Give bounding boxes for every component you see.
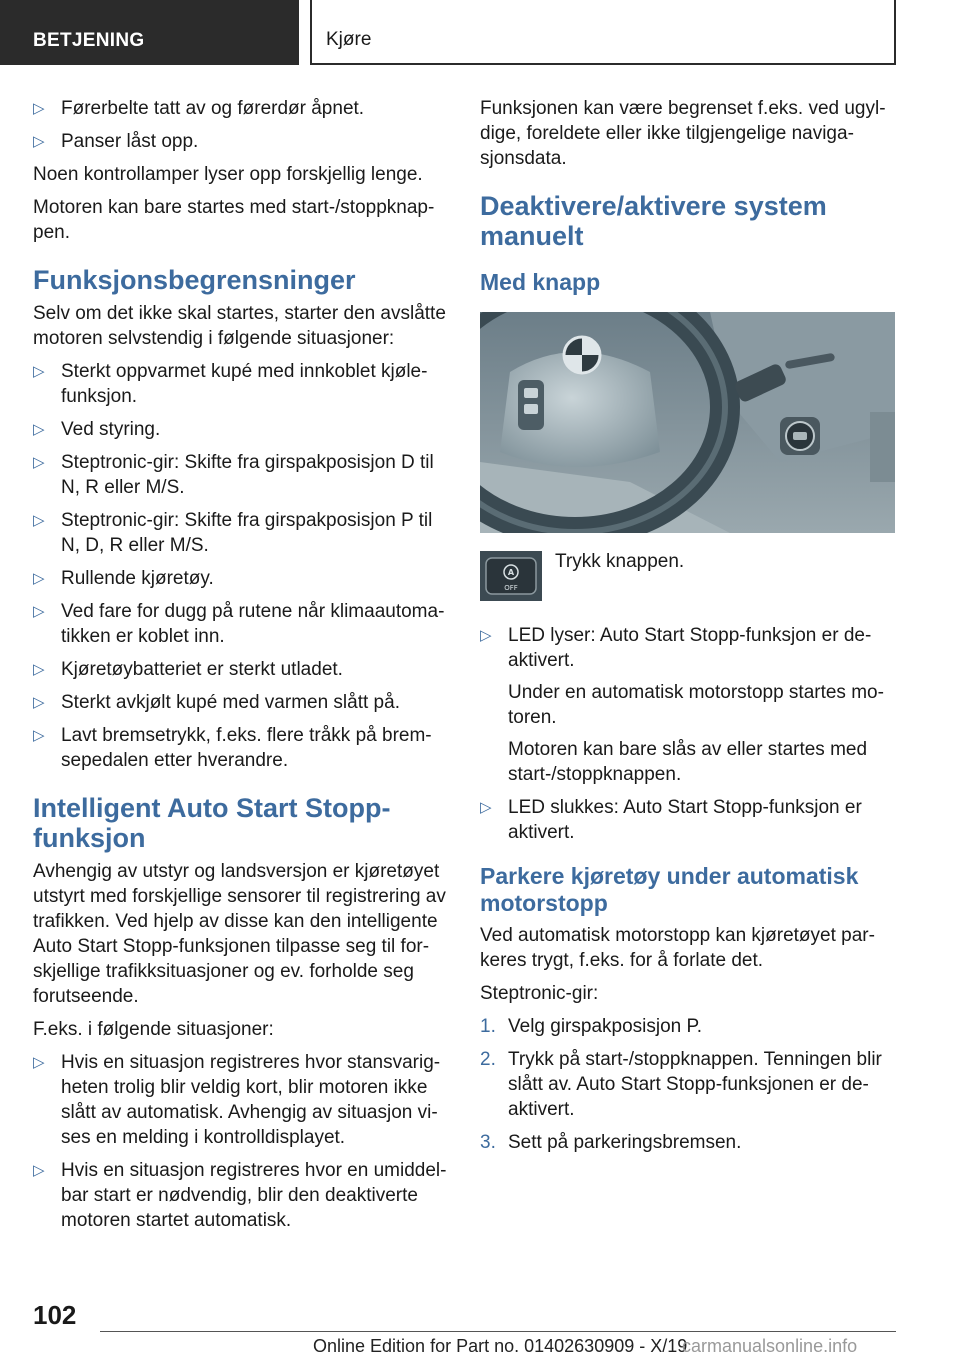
paragraph: Noen kontrollamper lyser opp forskjellig lenge. [33, 164, 423, 185]
auto-start-stop-button-row [480, 551, 895, 607]
heading-intelligent-auto-start-stop: Intelligent Auto Start Stopp-funksjon [33, 793, 391, 853]
heading-function-limits: Funksjonsbegrensninger [33, 265, 356, 295]
triangle-bullet-icon: ▷ [33, 133, 45, 150]
section-tab [0, 0, 299, 65]
list-item: ▷ Ved fare for dugg på rutene når klimaautoma-tikken er koblet inn. [33, 601, 445, 647]
list-item: ▷ Sterkt avkjølt kupé med varmen slått på. [33, 692, 400, 713]
list-item: ▷ Lavt bremsetrykk, f.eks. flere tråkk på brem-sepedalen etter hverandre. [33, 725, 432, 771]
auto-start-stop-off-button-icon[interactable] [480, 551, 542, 601]
list-item: ▷ Ved styring. [33, 419, 161, 440]
section-title: BETJENING [33, 30, 145, 51]
status-list [33, 96, 448, 154]
chapter-box [310, 0, 896, 65]
paragraph: F.eks. i følgende situasjoner: [33, 1019, 274, 1040]
triangle-bullet-icon: ▷ [33, 454, 45, 471]
triangle-bullet-icon: ▷ [33, 512, 45, 529]
intelligent-situations-list [33, 1050, 448, 1233]
right-column [480, 96, 895, 1163]
heading-park-vehicle: Parkere kjøretøy under automatisk motorstopp [480, 863, 859, 916]
list-item: ▷ LED lyser: Auto Start Stopp-funksjon er de-aktivert. Under en automatisk motorstopp startes mo-toren. Motoren kan bare slås av eller startes med start-/stoppknappen. [480, 623, 895, 787]
parking-steps-list [480, 1014, 895, 1155]
list-item: ▷ Hvis en situasjon registreres hvor en umiddel-bar start er nødvendig, blir den deaktiverte motoren startet automatisk. [33, 1160, 447, 1231]
list-item: ▷ Hvis en situasjon registreres hvor stansvarig-heten trolig blir veldig kort, blir motoren ikke slått av automatisk. Avhengig av situasjon vi-ses en melding i kontrolldisplayet. [33, 1052, 441, 1148]
led-status-list [480, 623, 895, 845]
list-item: ▷ Steptronic-gir: Skifte fra girspakposisjon P til N, D, R eller M/S. [33, 510, 433, 556]
sub-paragraph: Motoren kan bare slås av eller startes med start-/stoppknappen. [508, 739, 868, 785]
sub-paragraph: Under en automatisk motorstopp startes mo-toren. [508, 682, 884, 728]
left-column [33, 96, 448, 1241]
svg-text:A: A [507, 568, 515, 577]
triangle-bullet-icon: ▷ [33, 363, 45, 380]
svg-text:OFF: OFF [504, 584, 518, 592]
triangle-bullet-icon: ▷ [33, 603, 45, 620]
function-limits-list [33, 359, 448, 773]
triangle-bullet-icon: ▷ [33, 421, 45, 438]
list-item: ▷ Sterkt oppvarmet kupé med innkoblet kjøle-funksjon. [33, 361, 428, 407]
steering-wheel-photo [480, 312, 895, 533]
list-item: ▷ LED slukkes: Auto Start Stopp-funksjon er aktivert. [480, 797, 862, 843]
paragraph: Funksjonen kan være begrenset f.eks. ved ugyl-dige, foreldete eller ikke tilgjengelige naviga-sjonsdata. [480, 98, 886, 169]
triangle-bullet-icon: ▷ [33, 100, 45, 117]
paragraph: Ved automatisk motorstopp kan kjøretøyet par-keres trygt, f.eks. for å forlate det. [480, 925, 875, 971]
list-item: ▷ Panser låst opp. [33, 131, 199, 152]
triangle-bullet-icon: ▷ [33, 1162, 45, 1179]
list-item: ▷ Steptronic-gir: Skifte fra girspakposisjon D til N, R eller M/S. [33, 452, 434, 498]
triangle-bullet-icon: ▷ [33, 1054, 45, 1071]
paragraph: Avhengig av utstyr og landsversjon er kjøretøyet utstyrt med forskjellige sensorer til registrering av trafikken. Ved hjelp av disse kan den intelligente Auto Start Stopp-funksjonen tilpasse seg til for-skjellige trafikksituasjoner og ev. forholde seg forutseende. [33, 861, 446, 1007]
list-item: 1. Velg girspakposisjon P. [480, 1016, 702, 1037]
triangle-bullet-icon: ▷ [480, 627, 492, 644]
watermark: carmanualsonline.info [682, 1336, 858, 1356]
list-item: 2. Trykk på start-/stoppknappen. Tenningen blir slått av. Auto Start Stopp-funksjonen er de-aktivert. [480, 1049, 882, 1120]
heading-deactivate-activate: Deaktivere/aktivere system manuelt [480, 191, 827, 251]
list-item: 3. Sett på parkeringsbremsen. [480, 1132, 742, 1153]
triangle-bullet-icon: ▷ [33, 570, 45, 587]
triangle-bullet-icon: ▷ [33, 694, 45, 711]
page-number: 102 [33, 1300, 77, 1330]
press-button-instruction: Trykk knappen. [555, 551, 685, 572]
list-item: ▷ Kjøretøybatteriet er sterkt utladet. [33, 659, 343, 680]
paragraph: Selv om det ikke skal startes, starter den avslåtte motoren selvstendig i følgende situasjoner: [33, 303, 446, 349]
list-item: ▷ Rullende kjøretøy. [33, 568, 214, 589]
edition-text: Online Edition for Part no. 01402630909 - X/19 [313, 1336, 688, 1356]
list-item: ▷ Førerbelte tatt av og førerdør åpnet. [33, 98, 365, 119]
paragraph: Motoren kan bare startes med start-/stoppknap-pen. [33, 197, 435, 243]
chapter-title: Kjøre [326, 29, 372, 50]
heading-with-button: Med knapp [480, 269, 601, 295]
triangle-bullet-icon: ▷ [33, 727, 45, 744]
footer-divider [100, 1331, 896, 1332]
triangle-bullet-icon: ▷ [480, 799, 492, 816]
paragraph: Steptronic-gir: [480, 983, 599, 1004]
triangle-bullet-icon: ▷ [33, 661, 45, 678]
